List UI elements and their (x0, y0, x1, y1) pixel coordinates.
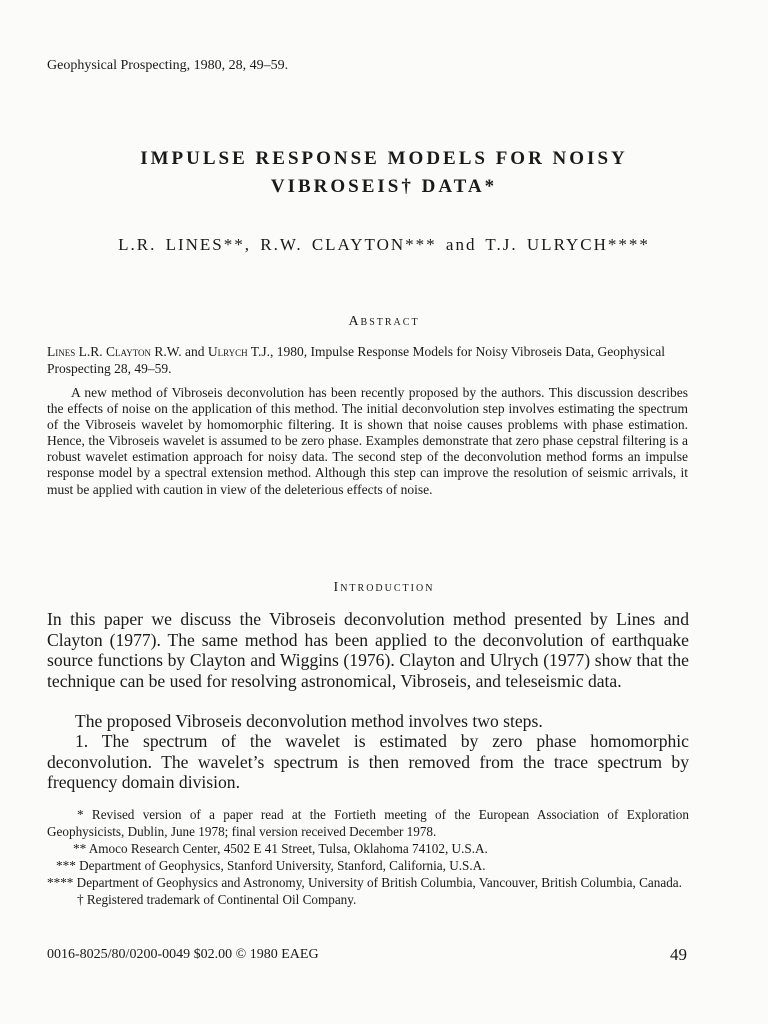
citation-author-2-initials: R.W. and (151, 344, 208, 359)
footnote-text: Revised version of a paper read at the Fortieth meeting of the European Association of Exploration Geophysicists, Dublin, June 1978; final version received December 1978. (47, 807, 689, 839)
page-number: 49 (670, 945, 687, 964)
footnote (47, 857, 689, 874)
footnote-text: Department of Geophysics, Stanford University, Stanford, California, U.S.A. (75, 858, 486, 873)
footnote-text: Department of Geophysics and Astronomy, University of British Columbia, Vancouver, British Columbia, Canada. (73, 875, 682, 890)
citation-author-1-initials: L.R. (75, 344, 107, 359)
footnote-marker: *** (56, 858, 76, 873)
copyright-code: 0016-8025/80/0200-0049 $02.00 © 1980 EAEG (47, 947, 319, 962)
introduction-heading: Introduction (333, 580, 435, 595)
footnote (47, 891, 689, 908)
introduction-paragraph-2: The proposed Vibroseis deconvolution method involves two steps. (75, 711, 543, 731)
footnotes (47, 806, 689, 908)
abstract-citation (47, 343, 687, 377)
citation-author-3: Ulrych (207, 344, 248, 359)
citation-author-1: Lines (47, 344, 76, 359)
citation-author-2: Clayton (106, 344, 152, 359)
footnote-marker: ** (73, 841, 87, 856)
introduction-paragraph-1: In this paper we discuss the Vibroseis deconvolution method presented by Lines and Clayton (1977). The same method has been applied to the deconvolution of earthquake source functions by Clayton and Wiggins (1976). Clayton and Ulrych (1977) show that the technique can be used for resolving astronomical, Vibroseis, and teleseismic data. (47, 609, 689, 691)
footnote (47, 840, 689, 857)
footnote-marker: * (77, 807, 84, 822)
footnote-text: Registered trademark of Continental Oil Company. (83, 892, 357, 907)
footnote-marker: † (77, 892, 84, 907)
paper-title-line-2: VIBROSEIS† DATA* (270, 176, 498, 197)
citation-rest: T.J., 1980, Impulse Response Models for Noisy Vibroseis Data, Geophysical Prospecting 28, 49–59. (47, 344, 665, 376)
journal-reference: Geophysical Prospecting, 1980, 28, 49–59. (47, 58, 289, 73)
footnote-marker: **** (47, 875, 74, 890)
abstract-body: A new method of Vibroseis deconvolution has been recently proposed by the authors. This discussion describes the effects of noise on the application of this method. The initial deconvolution step involves estimating the spectrum of the Vibroseis wavelet by homomorphic filtering. It is shown that noise causes problems with phase estimation. Hence, the Vibroseis wavelet is assumed to be zero phase. Examples demonstrate that zero phase cepstral filtering is a robust wavelet estimation approach for noisy data. The second step of the deconvolution method forms an impulse response model by a spectral extension method. Although this step can improve the resolution of seismic arrivals, it must be applied with caution in view of the deleterious effects of noise. (47, 385, 688, 497)
footnote (47, 806, 689, 840)
footnote (47, 874, 689, 891)
introduction-paragraph-3: 1. The spectrum of the wavelet is estimated by zero phase homomorphic deconvolution. The wavelet’s spectrum is then removed from the trace spectrum by frequency domain division. (47, 731, 689, 792)
paper-title-line-1: IMPULSE RESPONSE MODELS FOR NOISY (140, 148, 628, 169)
abstract-heading: Abstract (348, 314, 420, 329)
footnote-text: Amoco Research Center, 4502 E 41 Street, Tulsa, Oklahoma 74102, U.S.A. (86, 841, 488, 856)
authors: L.R. LINES**, R.W. CLAYTON*** and T.J. ULRYCH**** (118, 235, 650, 254)
